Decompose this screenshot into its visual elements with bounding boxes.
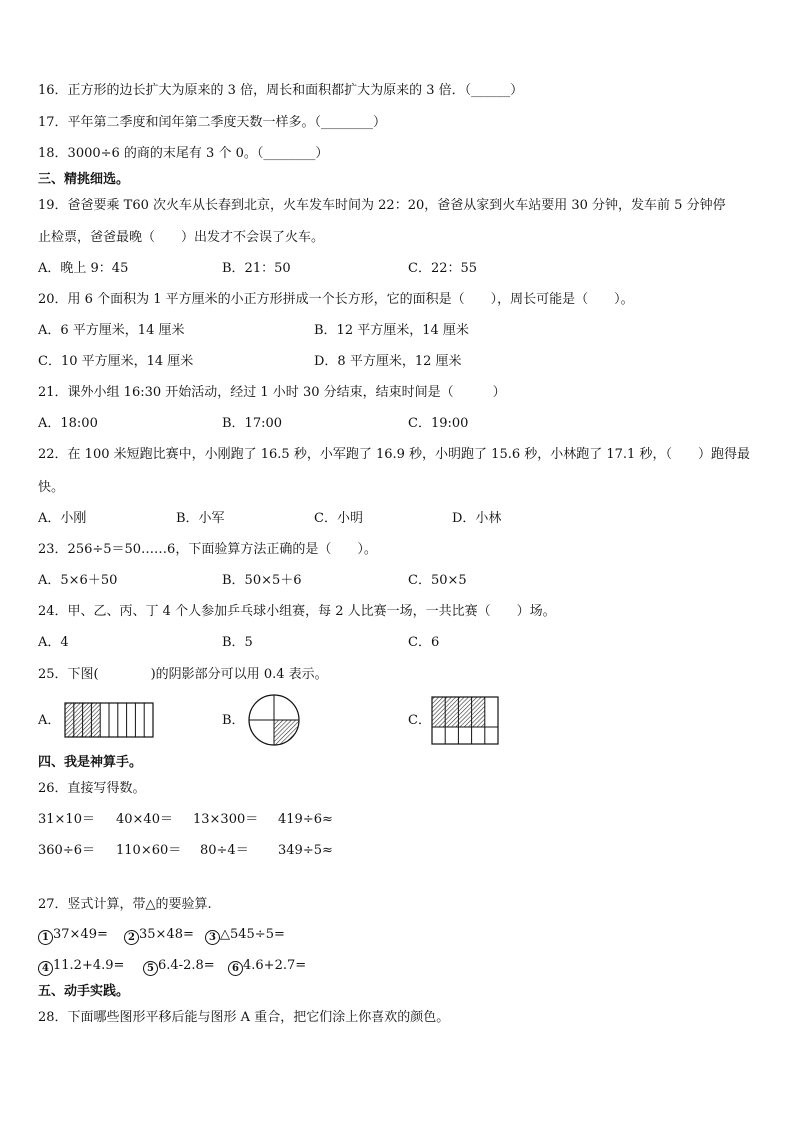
q21-option-a: A．18:00 [38,416,98,431]
q25-label-c: C． [408,713,431,728]
question-23: 23．256÷5＝50……6，下面验算方法正确的是（ ）。 [38,542,377,557]
q27-item-4 [38,958,124,976]
circled-number: 1 [38,930,53,945]
q25-label-a: A． [38,713,61,728]
q20-option-b: B．12 平方厘米，14 厘米 [314,323,469,338]
q27-expression: 35×48= [139,927,194,942]
question-19-line-1: 19．爸爸要乘 T60 次火车从长春到北京，火车发车时间为 22：20，爸爸从家到火车站要用 30 分钟，发车前 5 分钟停 [38,198,726,213]
q27-item-1 [38,927,108,945]
q26-item: 360÷6＝ [38,843,95,858]
q24-option-a: A．4 [38,635,69,650]
q20-option-d: D．8 平方厘米，12 厘米 [314,354,462,369]
q26-item: 40×40＝ [116,812,173,827]
circled-number: 2 [124,930,139,945]
question-22-line-1: 22．在 100 米短跑比赛中，小刚跑了 16.5 秒，小军跑了 16.9 秒，小明跑了 15.6 秒，小林跑了 17.1 秒，（ ）跑得最 [38,447,750,462]
q19-option-b: B．21：50 [222,261,291,276]
question-24: 24．甲、乙、丙、丁 4 个人参加乒乓球小组赛，每 2 人比赛一场，一共比赛（ ）场。 [38,604,556,619]
q23-option-a: A．5×6＋50 [38,573,118,588]
question-17: 17．平年第二季度和闰年第二季度天数一样多。（________） [38,115,387,130]
q23-option-c: C．50×5 [408,573,467,588]
q27-item-2 [124,927,194,945]
q19-option-a: A．晚上 9：45 [38,261,129,276]
q27-item-3 [205,927,285,945]
q27-expression: 11.2+4.9= [53,958,125,973]
question-25: 25．下图( )的阴影部分可以用 0.4 表示。 [38,667,328,682]
question-26: 26．直接写得数。 [38,781,146,796]
q19-option-c: C．22：55 [408,261,478,276]
q22-option-a: A．小刚 [38,511,87,526]
q24-option-b: B．5 [222,635,253,650]
question-20: 20．用 6 个面积为 1 平方厘米的小正方形拼成一个长方形，它的面积是（ ），周长可能是（ ）。 [38,292,634,307]
q25-figure-a-bar [64,702,154,738]
question-27: 27．竖式计算，带△的要验算. [38,897,212,912]
q22-option-c: C．小明 [314,511,363,526]
q25-figure-b-circle [246,693,302,747]
section-4-heading: 四、我是神算手。 [38,755,143,770]
q26-item: 80÷4＝ [200,843,249,858]
q26-item: 31×10＝ [38,812,95,827]
question-22-line-2: 快。 [38,480,65,495]
q22-option-d: D．小林 [452,511,502,526]
q27-expression: 37×49= [53,927,108,942]
question-18: 18．3000÷6 的商的末尾有 3 个 0。（________） [38,146,329,161]
q22-option-b: B．小军 [176,511,225,526]
circled-number: 5 [143,961,158,976]
q21-option-b: B．17:00 [222,416,283,431]
q25-label-b: B． [222,713,245,728]
section-5-heading: 五、动手实践。 [38,984,130,999]
q26-item: 13×300＝ [193,812,259,827]
q26-item: 110×60＝ [116,843,182,858]
q20-option-a: A．6 平方厘米，14 厘米 [38,323,185,338]
q26-item: 419÷6≈ [278,812,333,827]
q27-item-5 [143,958,215,976]
q27-expression: 6.4-2.8= [158,958,215,973]
q27-expression: △545÷5= [220,927,285,942]
q27-expression: 4.6+2.7= [243,958,307,973]
q21-option-c: C．19:00 [408,416,469,431]
section-3-heading: 三、精挑细选。 [38,172,130,187]
q20-option-c: C．10 平方厘米，14 厘米 [38,354,194,369]
circled-number: 3 [205,930,220,945]
question-16: 16．正方形的边长扩大为原来的 3 倍，周长和面积都扩大为原来的 3 倍．（______） [38,83,524,98]
q27-item-6 [228,958,306,976]
circled-number: 6 [228,961,243,976]
question-28: 28．下面哪些图形平移后能与图形 A 重合，把它们涂上你喜欢的颜色。 [38,1010,450,1025]
q24-option-c: C．6 [408,635,440,650]
question-21: 21．课外小组 16:30 开始活动，经过 1 小时 30 分结束，结束时间是（ ） [38,385,506,400]
circled-number: 4 [38,961,53,976]
q25-figure-c-grid [431,696,499,746]
q26-item: 349÷5≈ [278,843,333,858]
question-19-line-2: 止检票，爸爸最晚（ ）出发才不会误了火车。 [38,230,325,245]
q23-option-b: B．50×5＋6 [222,573,302,588]
